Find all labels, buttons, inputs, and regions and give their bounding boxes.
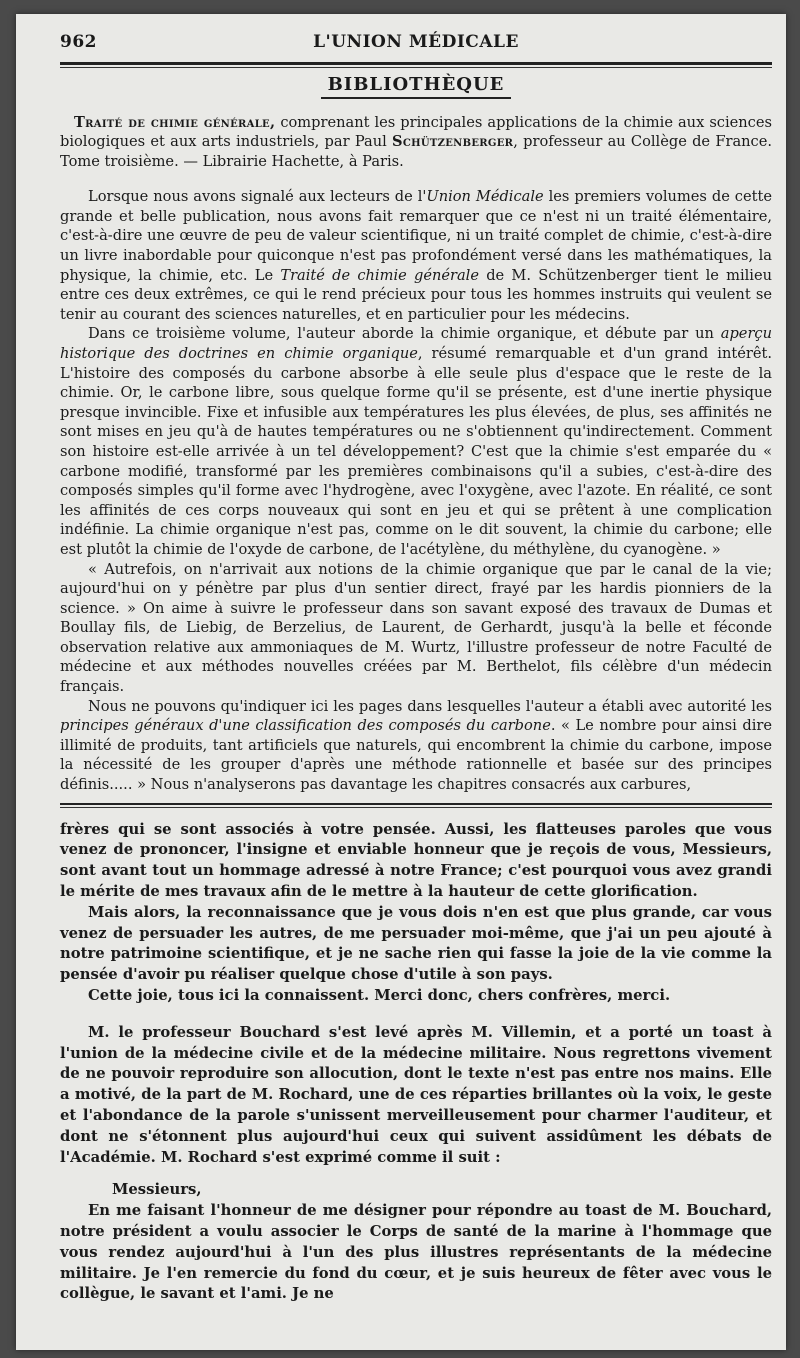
review-p1-c: de M. Schützenberger tient le milieu entre ces deux extrêmes, ce qui le rend précieux pour tous les hommes instruits qui veulent se tenir au courant des sciences naturelles, et en particulier pour les médecins. <box>60 266 772 323</box>
speech-paragraph-3: Cette joie, tous ici la connaissent. Merci donc, chers confrères, merci. <box>88 987 671 1004</box>
review-p2-a: Dans ce troisième volume, l'auteur aborde la chimie organique, et débute par un <box>88 325 721 343</box>
review-p1-italic-1: Union Médicale <box>426 188 544 206</box>
book-title: Traité de chimie générale, <box>74 114 276 131</box>
separator-rule-thin <box>60 807 772 808</box>
section-title: BIBLIOTHÈQUE <box>327 74 505 95</box>
review-p4-a: Nous ne pouvons qu'indiquer ici les pages dans lesquelles l'auteur a établi avec autorité les <box>88 697 772 715</box>
review-p4-italic-1: principes généraux d'une classification des composés du carbone <box>60 717 551 735</box>
review-p1-b: les premiers volumes de cette grande et belle publication, nous avons fait remarquer que ce n'est ni un traité élémentaire, c'est-à-dire une œuvre de peu de valeur scientifique, ni un traité complet de chimie, c'est-à-dire un livre inabordable pour quiconque n'est pas profondément versé dans les mathématiques, la physique, la chimie, etc. Le <box>60 188 772 284</box>
banquet-speech-section <box>60 820 772 1306</box>
review-p2-italic-1: aperçu historique des doctrines en chimie organique <box>60 325 772 362</box>
review-p1-a: Lorsque nous avons signalé aux lecteurs de l' <box>88 188 427 206</box>
page-number: 962 <box>60 32 97 52</box>
report-paragraph: M. le professeur Bouchard s'est levé après M. Villemin, et a porté un toast à l'union de la médecine civile et de la médecine militaire. Nous regrettons vivement de ne pouvoir reproduire son allocution, dont le texte n'est pas entre nos mains. Elle a motivé, de la part de M. Rochard, une de ces réparties brillantes où la voix, le geste et l'abondance de la parole s'unissent merveilleusement pour charmer l'auditeur, et dont ne s'étonnent plus aujourd'hui ceux qui suivent assidûment les débats de l'Académie. M. Rochard s'est exprimé comme il suit : <box>60 1023 772 1166</box>
book-ref-text-1: comprenant les principales applications de la chimie aux sciences biologiques et aux arts industriels, par Paul <box>60 114 772 151</box>
speech-paragraph-2: Mais alors, la reconnaissance que je vous dois n'en est que plus grande, car vous venez de persuader les autres, de me persuader moi-même, que j'ai un peu ajouté à notre patrimoine scientifique, et je ne sache rien qui fasse la joie de la vie comme la pensée d'avoir pu réaliser quelque chose d'utile à son pays. <box>60 903 772 984</box>
review-paragraph-1 <box>60 187 772 324</box>
section-title-rule <box>321 97 511 99</box>
review-p4-b: . « Le nombre pour ainsi dire illimité de produits, tant artificiels que naturels, qui encombrent la chimie du carbone, impose la nécessité de les grouper d'après une méthode rationnelle et basée sur des principes définis..... » Nous n'analyserons pas davantage les chapitres consacrés aux carbures, <box>60 717 772 794</box>
review-paragraph-4 <box>60 697 772 795</box>
journal-page <box>16 14 786 1350</box>
page-content <box>60 28 772 1305</box>
book-author: Schützenberger <box>392 133 514 151</box>
journal-title: L'UNION MÉDICALE <box>313 32 519 52</box>
review-p2-b: , résumé remarquable et d'un grand intérêt. L'histoire des composés du carbone absorbe à elle seule plus d'espace que le reste de la chimie. Or, le carbone libre, sous quelque forme qu'il se présente, est d'une inertie physique presque invincible. Fixe et infusible aux températures les plus élevées, de plus, ses affinités ne sont mises en jeu qu'à de hautes températures ou ne s'obtiennent qu'indirectement. Comment son histoire est-elle arrivée à un tel développement? C'est que la chimie s'est emparée du « carbone modifié, transformé par les premières combinaisons qu'il a subies, c'est-à-dire des composés simples qu'il forme avec l'hydrogène, avec l'oxygène, avec l'azote. En réalité, ce sont les affinités de ces corps nouveaux qui sont en jeu et qui se prêtent à une complication indéfinie. La chimie organique n'est pas, comme on le dit souvent, la chimie du carbone; elle est plutôt la chimie de l'oxyde de carbone, de l'acétylène, du méthylène, du cyanogène. » <box>60 344 772 558</box>
speech-paragraph-1: frères qui se sont associés à votre pensée. Aussi, les flatteuses paroles que vous venez de prononcer, l'insigne et enviable honneur que je reçois de vous, Messieurs, sont avant tout un hommage adressé à notre France; c'est pourquoi vous avez grandi le mérite de mes travaux afin de le mettre à la hauteur de cette glorification. <box>60 820 772 901</box>
section-separator <box>60 803 772 808</box>
header-rule-thin <box>60 67 772 68</box>
running-header <box>60 28 772 58</box>
book-reference <box>60 113 772 171</box>
book-ref-text-2: , professeur au Collège de France. Tome troisième. — Librairie Hachette, à Paris. <box>60 133 772 170</box>
review-paragraph-2 <box>60 324 772 559</box>
rochard-speech-paragraph: En me faisant l'honneur de me désigner pour répondre au toast de M. Bouchard, notre président a voulu associer le Corps de santé de la marine à l'hommage que vous rendez aujourd'hui à l'un des plus illustres représentants de la médecine militaire. Je l'en remercie du fond du cœur, et je suis heureux de fêter avec vous le collègue, le savant et l'ami. Je ne <box>60 1202 772 1303</box>
review-p1-italic-2: Traité de chimie générale <box>280 266 479 284</box>
header-rule <box>60 62 772 65</box>
separator-rule-thick <box>60 803 772 805</box>
review-paragraph-3: « Autrefois, on n'arrivait aux notions de la chimie organique que par le canal de la vie; aujourd'hui on y pénètre par plus d'un sentier direct, frayé par les hardis pionniers de la science. » On aime à suivre le professeur dans son savant exposé des travaux de Dumas et Boullay fils, de Liebig, de Berzelius, de Laurent, de Gerhardt, jusqu'à la belle et féconde observation relative aux ammoniaques de M. Wurtz, l'illustre professeur de notre Faculté de médecine et aux méthodes nouvelles créées par M. Berthelot, fils célèbre d'un médecin français. <box>60 560 772 696</box>
speech-salutation: Messieurs, <box>112 1181 202 1199</box>
